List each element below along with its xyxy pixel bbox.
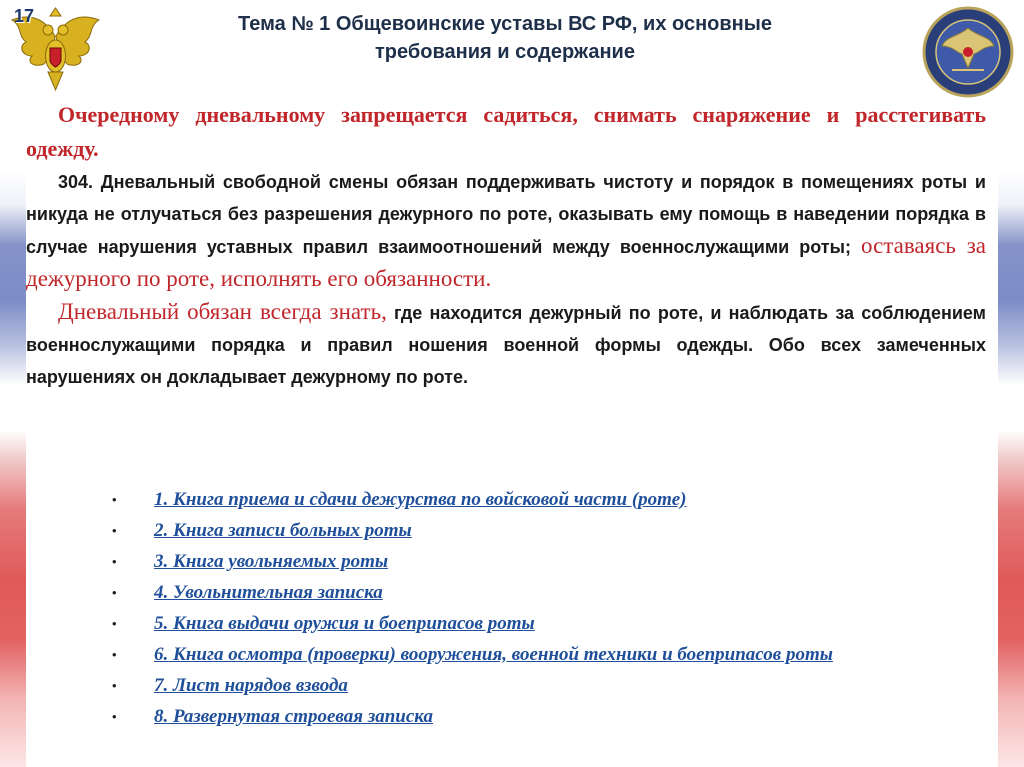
list-item [112, 608, 912, 639]
list-item [112, 701, 912, 732]
slide-number: 17 [14, 6, 35, 26]
document-links-list [112, 484, 912, 732]
title-line-1: Тема № 1 Общевоинские уставы ВС РФ, их основные [238, 13, 772, 35]
bullet: • [112, 616, 117, 631]
list-item [112, 484, 912, 515]
bullet: • [112, 523, 117, 538]
list-item [112, 577, 912, 608]
list-item [112, 639, 912, 670]
paragraph-304-red-text: оставаясь за дежурного по роте, исполнять его обязанности. [26, 233, 986, 291]
link-book-duty[interactable]: 1. Книга приема и сдачи дежурства по войсковой части (роте) [154, 489, 687, 510]
bullet: • [112, 709, 117, 724]
link-book-weapons[interactable]: 5. Книга выдачи оружия и боеприпасов роты [154, 613, 535, 634]
bullet: • [112, 678, 117, 693]
paragraph-duty-text: где находится дежурный по роте, и наблюдать за соблюдением военнослужащими порядка и правил ношения военной формы одежды. Обо всех замеченных нарушениях он докладывает дежурному по роте. [26, 303, 986, 387]
bullet: • [112, 647, 117, 662]
link-platoon-duty-sheet[interactable]: 7. Лист нарядов взвода [154, 675, 348, 696]
link-book-sick[interactable]: 2. Книга записи больных роты [154, 520, 412, 541]
slide-title [160, 10, 850, 66]
bullet: • [112, 554, 117, 569]
paragraph-304 [26, 166, 986, 296]
academy-seal-emblem-icon [922, 6, 1014, 98]
paragraph-duty-red-text: Дневальный обязан всегда знать, [58, 299, 387, 324]
main-content [26, 98, 986, 393]
bullet: • [112, 585, 117, 600]
link-book-inspection[interactable]: 6. Книга осмотра (проверки) вооружения, военной техники и боеприпасов роты [154, 644, 833, 665]
link-drill-note[interactable]: 8. Развернутая строевая записка [154, 706, 433, 727]
link-leave-note[interactable]: 4. Увольнительная записка [154, 582, 383, 603]
list-item [112, 670, 912, 701]
list-item [112, 546, 912, 577]
list-item [112, 515, 912, 546]
bullet: • [112, 492, 117, 507]
link-book-leave[interactable]: 3. Книга увольняемых роты [154, 551, 389, 572]
red-heading: Очередному дневальному запрещается садиться, снимать снаряжение и расстегивать одежду. [26, 102, 986, 161]
title-line-2: требования и содержание [375, 41, 635, 63]
paragraph-duty-know [26, 296, 986, 393]
paragraph-304-text: 304. Дневальный свободной смены обязан поддерживать чистоту и порядок в помещениях роты и никуда не отлучаться без разрешения дежурного по роте, оказывать ему помощь в наведении порядка в случае нарушения уставных правил взаимоотношений между военнослужащими роты; [26, 172, 986, 257]
